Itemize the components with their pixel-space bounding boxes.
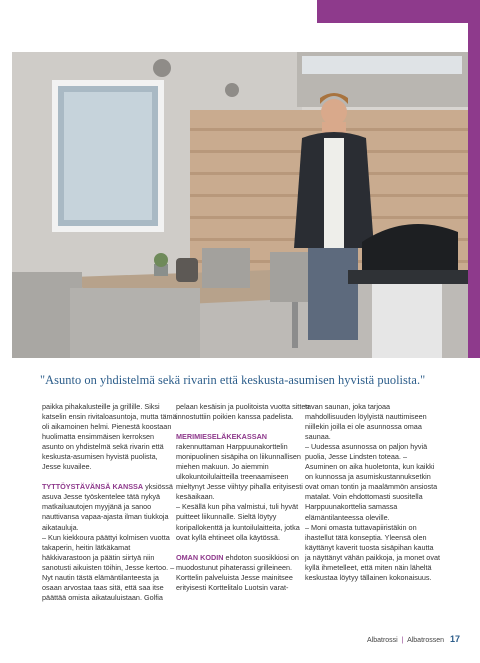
paragraph xyxy=(305,442,440,522)
page-footer xyxy=(367,634,460,644)
paragraph-text: – Uudessa asunnossa on paljon hyviä puolia, Jesse Lindsten toteaa. – Asuminen on aika huoletonta, kun kaikki on kunnossa ja asumiskustannuksetkin ovat oman tontin ja maalämmön ansiosta matalat. Voin ehdottomasti suositella Harppuunakorttelia samassa elämäntilanteessa oleville. xyxy=(305,442,438,522)
section-lead: MERIMIESELÄKEKASSAN xyxy=(176,432,268,442)
paragraph xyxy=(176,432,311,502)
section-lead: TYTTÖYSTÄVÄNSÄ KANSSA xyxy=(42,482,144,492)
article-column-3 xyxy=(305,402,440,583)
paragraph xyxy=(42,402,177,472)
article-column-1 xyxy=(42,402,177,603)
paragraph xyxy=(176,502,311,542)
paragraph xyxy=(305,402,440,442)
paragraph xyxy=(176,402,311,422)
accent-side-bar xyxy=(468,23,480,358)
magazine-name-sv: Albatrossen xyxy=(407,637,445,644)
paragraph xyxy=(305,523,440,583)
paragraph-text: tavan saunan, joka tarjoaa mahdollisuuden löylyistä nauttimiseen niillekin joilla ei ole asunnossa omaa saunaa. xyxy=(305,402,427,442)
article-column-2 xyxy=(176,402,311,593)
paragraph xyxy=(42,533,177,603)
paragraph-text: paikka pihakalusteille ja grillille. Siksi katselin ensin rivitaloasuntoja, mutta tämä oli aikamoinen helmi. Pienestä koostaan huolimatta ensimmäisen kerroksen asunto on yhdistelmä sekä rivarin että keskusta-asumisen hyvistä puolista, Jesse kuvailee. xyxy=(42,402,177,472)
paragraph-text: – Moni omasta tuttavapiiristäkin on ihastellut tätä konseptia. Yleensä olen käyttänyt kaverit tuosta sisäpihan kautta ja näyttänyt vähän paikkoja, ja monet ovat kyllä ihmetelleet, että miten näin läheltä keskustaa löytyy tällainen kokonaisuus. xyxy=(305,522,441,582)
paragraph-text: yksiössä asuva Jesse työskentelee tätä nykyä matkailuautojen myyjänä ja sanoo nauttivansa vapaa-ajasta ilman tiukkoja aikatauluja. xyxy=(42,482,173,532)
page-number: 17 xyxy=(449,634,460,644)
pull-quote: "Asunto on yhdistelmä sekä rivarin että keskusta-asumisen hyvistä puolista." xyxy=(40,373,426,387)
paragraph-text: rakennuttaman Harppuunakorttelin monipuolinen sisäpiha on liikunnallisen miehen makuun. Jo aiemmin ulkokuntoilulaitteilla treenaamiseen mieltynyt Jesse viihtyy pihalla erityisesti kesäaikaan. xyxy=(176,442,303,502)
section-lead: OMAN KODIN xyxy=(176,552,224,562)
footer-separator: | xyxy=(401,637,404,644)
magazine-name-fi: Albatrossi xyxy=(366,637,398,644)
paragraph-text: pelaan kesäisin ja puolitoista vuotta sitten innostuttiin poikien kanssa padelista. xyxy=(176,402,310,422)
paragraph xyxy=(42,482,177,532)
feature-photo xyxy=(12,52,468,358)
paragraph-text: ehdoton suosikkiosi on muodostunut pihaterassi grilleineen. Korttelin palveluista Jesse mainitsee erityisesti Korttelitalo Luotsin varat- xyxy=(176,552,299,592)
paragraph-text: – Kesällä kun piha valmistui, tuli hyvät puitteet liikunnalle. Sieltä löytyy koripallokenttä ja kuntoilulaitteita, jotka ovat kyllä ehtineet olla käytössä. xyxy=(176,502,300,542)
paragraph-text: – Kun kiekkoura päättyi kolmisen vuotta takaperin, heitin lätkäkamat häkkivarastoon ja päätin siirtyä niin sanotusti aikuisten töihin, Jesse kertoo. – Nyt nautin tästä elämäntilanteesta ja osaan arvostaa taas sitä, että saa itse päättää omista aikatauluistaan. Golfia xyxy=(42,532,175,602)
accent-top-bar xyxy=(317,0,480,23)
paragraph xyxy=(176,553,311,593)
